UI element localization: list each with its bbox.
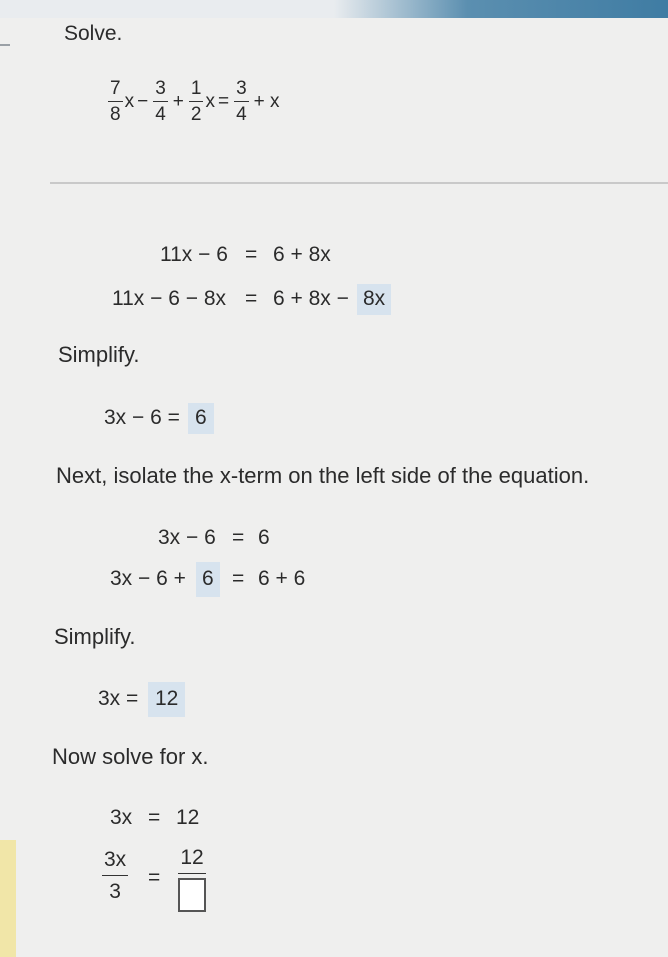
isolate-line2-equals: = bbox=[232, 567, 245, 590]
fraction-bar bbox=[189, 101, 204, 102]
answer-field-12[interactable]: 12 bbox=[148, 682, 185, 717]
fraction-numerator: 7 bbox=[110, 78, 121, 99]
step1-line1-left: 11x − 6 bbox=[160, 243, 228, 266]
simplify-label: Simplify. bbox=[58, 342, 140, 367]
isolate-line1-right: 6 bbox=[258, 526, 270, 549]
term-x: x bbox=[124, 91, 135, 112]
solve-line1-equals: = bbox=[148, 806, 161, 829]
step1-line2-equals: = bbox=[245, 287, 258, 310]
margin-marker bbox=[0, 44, 10, 46]
term-x: x bbox=[205, 91, 215, 112]
solve-fraction-left bbox=[100, 848, 130, 904]
fraction-numerator: 1 bbox=[190, 78, 202, 99]
problem-equation bbox=[106, 78, 283, 126]
answer-field-8x[interactable]: 8x bbox=[357, 284, 391, 315]
solve-instruction: Now solve for x. bbox=[52, 744, 209, 769]
step1-line1-right: 6 + 8x bbox=[273, 243, 331, 266]
isolate-line1-left: 3x − 6 bbox=[158, 526, 216, 549]
term-plus-x: + x bbox=[253, 91, 280, 112]
fraction-bar bbox=[178, 873, 206, 874]
step1-line2-right: 6 + 8x − bbox=[273, 287, 349, 310]
fraction-7-8 bbox=[108, 78, 123, 126]
simplify1-equation-left: 3x − 6 = bbox=[104, 406, 180, 429]
isolate-instruction: Next, isolate the x-term on the left side of the equation. bbox=[56, 463, 590, 488]
fraction-denominator: 4 bbox=[236, 104, 247, 125]
fraction-3x-over-3 bbox=[102, 848, 128, 904]
fraction-numerator: 3 bbox=[155, 78, 166, 99]
isolate-line2-left: 3x − 6 + bbox=[110, 567, 186, 590]
isolate-line2-right: 6 + 6 bbox=[258, 567, 306, 590]
step1-line2-left: 11x − 6 − 8x bbox=[112, 287, 227, 310]
solve-fraction-right bbox=[176, 846, 208, 912]
denominator-answer-input[interactable] bbox=[178, 878, 206, 912]
fraction-denominator: 4 bbox=[155, 104, 166, 125]
section-divider bbox=[50, 182, 668, 184]
answer-field-6-isolate[interactable]: 6 bbox=[196, 562, 220, 597]
fraction-1-2 bbox=[189, 78, 204, 126]
fraction-bar bbox=[153, 101, 168, 102]
operator-plus: + bbox=[172, 91, 184, 112]
step1-line1-equals: = bbox=[245, 243, 258, 266]
fraction-3-4 bbox=[153, 78, 168, 126]
solve-line1-left: 3x bbox=[110, 806, 133, 829]
equals-sign: = bbox=[217, 91, 230, 112]
fraction-bar bbox=[234, 101, 249, 102]
operator-minus: − bbox=[137, 91, 149, 112]
answer-field-6[interactable]: 6 bbox=[188, 403, 214, 434]
fraction-denominator: 2 bbox=[190, 104, 202, 125]
fraction-bar bbox=[108, 101, 123, 102]
top-bar bbox=[0, 0, 668, 18]
instruction-solve: Solve. bbox=[64, 22, 123, 45]
fraction-numerator: 3x bbox=[104, 848, 127, 871]
solve-line1-right: 12 bbox=[176, 806, 200, 829]
solve-fraction-equals: = bbox=[148, 866, 161, 889]
left-highlight-strip bbox=[0, 840, 16, 957]
fraction-3-4-right bbox=[234, 78, 249, 126]
fraction-denominator: 3 bbox=[109, 880, 121, 903]
simplify-label: Simplify. bbox=[54, 624, 136, 649]
fraction-numerator: 3 bbox=[236, 78, 247, 99]
fraction-bar bbox=[102, 875, 128, 876]
fraction-denominator: 8 bbox=[110, 104, 121, 125]
isolate-line1-equals: = bbox=[232, 526, 245, 549]
fraction-numerator: 12 bbox=[180, 846, 204, 869]
fraction-12-over-blank bbox=[178, 846, 206, 912]
simplify2-equation-left: 3x = bbox=[98, 687, 139, 710]
